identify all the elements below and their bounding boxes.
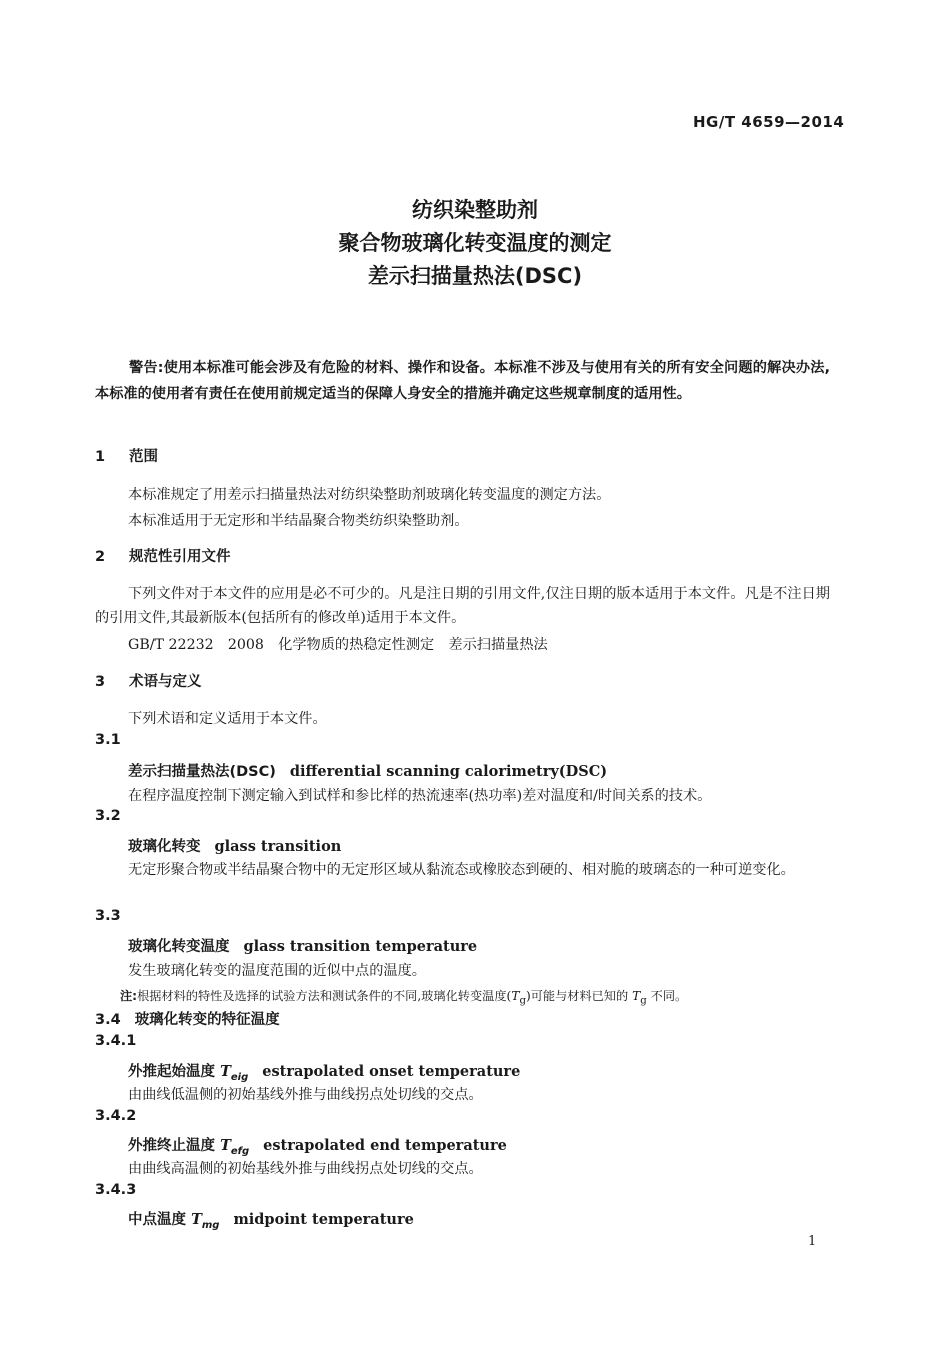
term-symbol: T [191,1211,202,1228]
section-1-heading [95,445,158,466]
term-3-3-definition: 发生玻璃化转变的温度范围的近似中点的温度。 [128,963,426,979]
section-1-paragraph-1: 本标准规定了用差示扫描量热法对纺织染整助剂玻璃化转变温度的测定方法。 [128,487,611,503]
term-en: estrapolated onset temperature [262,1063,521,1080]
term-en: midpoint temperature [233,1211,414,1228]
term-symbol: T [220,1063,231,1080]
clause-3-4-2-number: 3.4.2 [95,1108,137,1124]
clause-3-4-3-number: 3.4.3 [95,1182,137,1198]
term-3-4-2-definition: 由曲线高温侧的初始基线外推与曲线拐点处切线的交点。 [128,1161,483,1177]
term-en: glass transition [214,838,342,855]
clause-3-3-number: 3.3 [95,908,121,924]
title-line-1: 纺织染整助剂 [412,198,538,222]
section-3-intro: 下列术语和定义适用于本文件。 [128,711,327,727]
note-subscript-2: g [640,995,647,1007]
clause-3-2-number: 3.2 [95,808,121,824]
note-symbol: T [511,989,520,1003]
term-zh: 差示扫描量热法(DSC) [128,764,276,780]
note-text-b: )可能与材料已知的 [525,989,629,1003]
section-3-heading [95,670,202,691]
term-en: differential scanning calorimetry(DSC) [289,763,608,780]
note-label: 注: [120,989,138,1003]
term-en: estrapolated end temperature [263,1137,507,1154]
section-title: 范围 [129,449,158,465]
term-3-3 [128,935,477,956]
note-text-c: 不同。 [650,989,688,1003]
term-zh: 玻璃化转变温度 [128,939,230,955]
warning-paragraph: 警告:使用本标准可能会涉及有危险的材料、操作和设备。本标准不涉及与使用有关的所有安全问题的解决办法,本标准的使用者有责任在使用前规定适当的保障人身安全的措施并确定这些规章制度的适用性。 [95,360,830,402]
term-3-1-definition: 在程序温度控制下测定输入到试样和参比样的热流速率(热功率)差对温度和/时间关系的技术。 [128,788,712,804]
standard-code: HG/T 4659—2014 [693,113,845,131]
title-line-2: 聚合物玻璃化转变温度的测定 [338,231,612,255]
note-text-a: 根据材料的特性及选择的试验方法和测试条件的不同,玻璃化转变温度( [137,989,512,1003]
term-zh: 外推终止温度 [128,1138,215,1154]
term-subscript: efg [230,1145,250,1157]
section-title: 规范性引用文件 [129,549,231,565]
clause-3-4-heading [95,1008,280,1029]
section-2-heading [95,545,231,566]
term-en: glass transition temperature [243,938,478,955]
section-2-paragraph: 下列文件对于本文件的应用是必不可少的。凡是注日期的引用文件,仅注日期的版本适用于本文件。凡是不注日期的引用文件,其最新版本(包括所有的修改单)适用于本文件。 [95,586,830,626]
note-symbol-2: T [632,989,641,1003]
page-number: 1 [808,1234,817,1249]
term-symbol: T [220,1137,231,1154]
note-3-3 [120,987,687,1006]
section-number: 1 [95,449,106,465]
clause-3-1-number: 3.1 [95,732,121,748]
term-subscript: mg [201,1219,220,1231]
term-subscript: eig [230,1071,249,1083]
title-line-3: 差示扫描量热法(DSC) [367,264,583,288]
note-subscript: g [519,995,526,1007]
normative-reference: GB/T 22232 2008 化学物质的热稳定性测定 差示扫描量热法 [128,637,548,653]
clause-title: 玻璃化转变的特征温度 [134,1012,280,1028]
section-number: 3 [95,674,106,690]
clause-number: 3.4 [95,1012,121,1028]
term-3-4-2 [128,1134,507,1157]
term-zh: 外推起始温度 [128,1064,215,1080]
term-3-2-definition: 无定形聚合物或半结晶聚合物中的无定形区域从黏流态或橡胶态到硬的、相对脆的玻璃态的一种可逆变化。 [128,862,795,878]
section-title: 术语与定义 [129,674,202,690]
term-3-4-1 [128,1060,520,1083]
term-3-4-3 [128,1208,414,1231]
section-1-paragraph-2: 本标准适用于无定形和半结晶聚合物类纺织染整助剂。 [128,513,469,529]
clause-3-4-1-number: 3.4.1 [95,1033,137,1049]
term-zh: 玻璃化转变 [128,839,201,855]
term-3-4-1-definition: 由曲线低温侧的初始基线外推与曲线拐点处切线的交点。 [128,1087,483,1103]
term-zh: 中点温度 [128,1212,186,1228]
term-3-1 [128,760,607,781]
term-3-2 [128,835,341,856]
section-number: 2 [95,549,106,565]
